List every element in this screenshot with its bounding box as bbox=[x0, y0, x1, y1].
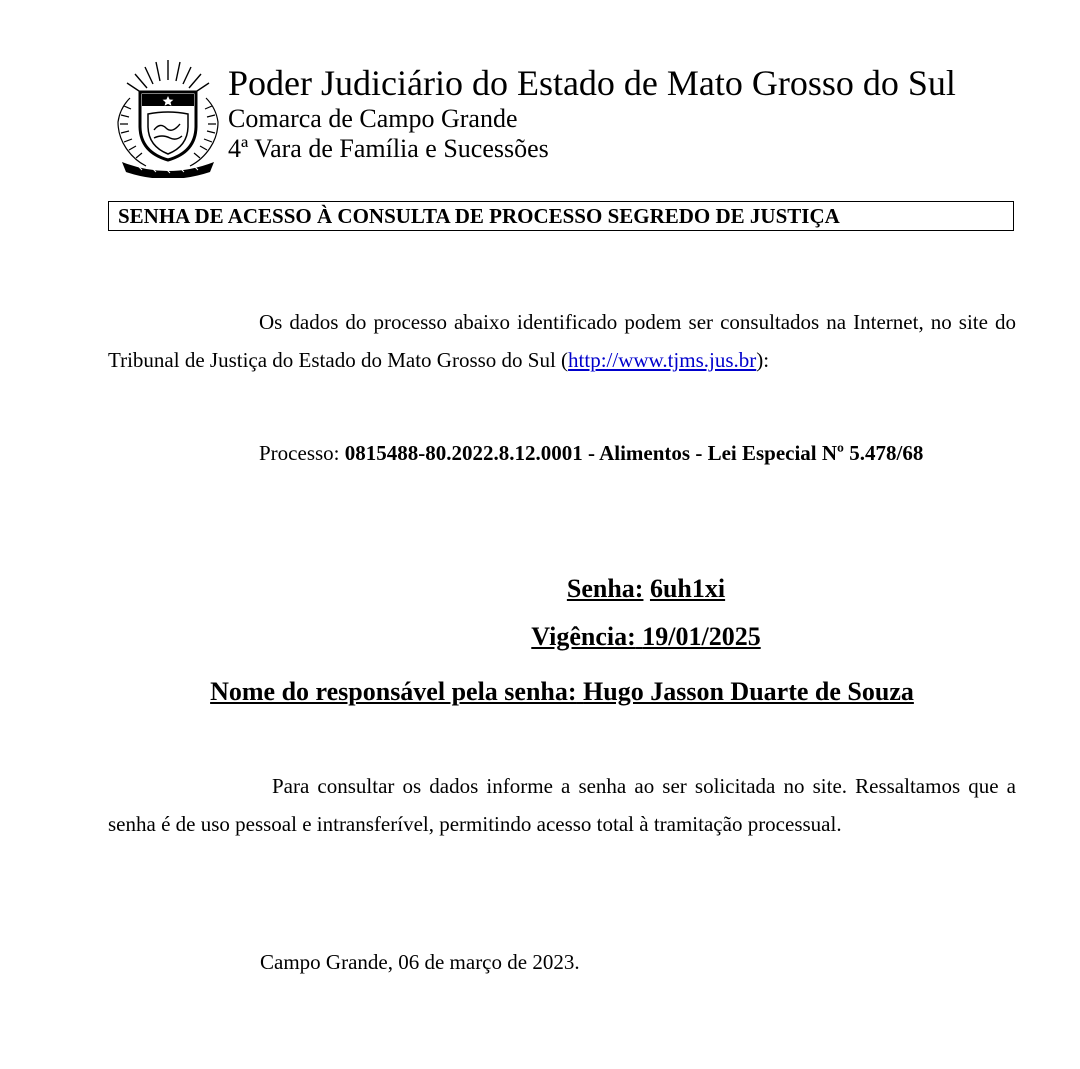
vara-name: 4ª Vara de Família e Sucessões bbox=[228, 134, 549, 163]
processo-label: Processo: bbox=[259, 441, 340, 465]
document-title: SENHA DE ACESSO À CONSULTA DE PROCESSO SEGREDO DE JUSTIÇA bbox=[108, 201, 1014, 231]
vigencia-value: 19/01/2025 bbox=[642, 622, 761, 651]
responsavel-value: Hugo Jasson Duarte de Souza bbox=[583, 677, 914, 706]
senha-line bbox=[108, 573, 1016, 605]
state-coat-of-arms-icon bbox=[108, 58, 228, 178]
tjms-site-link[interactable]: http://www.tjms.jus.br bbox=[568, 348, 757, 372]
header-text-block bbox=[228, 62, 956, 164]
processo-value: 0815488-80.2022.8.12.0001 - Alimentos - Lei Especial Nº 5.478/68 bbox=[344, 441, 924, 465]
instructions-paragraph bbox=[108, 767, 1016, 843]
senha-value: 6uh1xi bbox=[649, 574, 726, 603]
responsavel-line bbox=[108, 676, 1016, 708]
court-name: Poder Judiciário do Estado de Mato Grosso do Sul bbox=[228, 63, 956, 103]
comarca-name: Comarca de Campo Grande bbox=[228, 104, 518, 133]
responsavel-label: Nome do responsável pela senha: bbox=[210, 677, 577, 706]
vigencia-line bbox=[108, 621, 1016, 653]
processo-line bbox=[108, 434, 1016, 472]
date-line: Campo Grande, 06 de março de 2023. bbox=[260, 950, 580, 974]
intro-text-before-link: Os dados do processo abaixo identificado podem ser consultados na Internet, no site do Tribunal de Justiça do Estado do Mato Grosso do Sul ( bbox=[108, 310, 1016, 372]
document-header bbox=[108, 58, 1028, 183]
instructions-text: Para consultar os dados informe a senha ao ser solicitada no site. Ressaltamos que a senha é de uso pessoal e intransferível, permitindo acesso total à tramitação processual. bbox=[108, 774, 1016, 836]
intro-paragraph bbox=[108, 303, 1016, 379]
vigencia-label: Vigência: bbox=[531, 622, 636, 651]
intro-text-after-link: ): bbox=[756, 348, 770, 372]
senha-label: Senha: bbox=[566, 574, 644, 603]
